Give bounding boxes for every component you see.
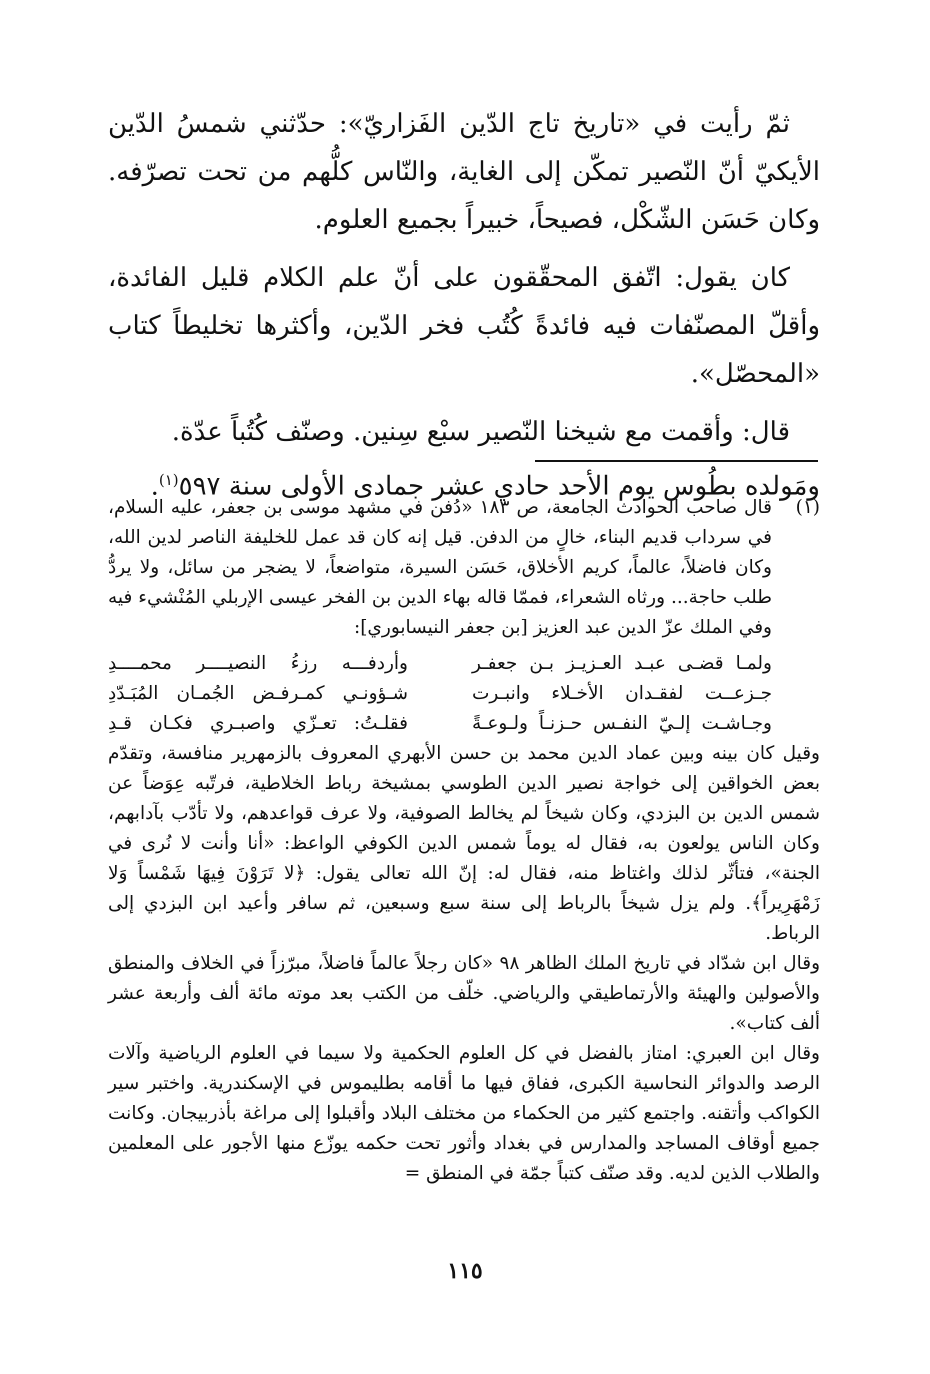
main-paragraph: كان يقول: اتّفق المحقّقون على أنّ علم الكلام قليل الفائدة، وأقلّ المصنّفات فيه فائدةً كُتُب فخر الدّين، وأكثرها تخليطاً كتاب «المحصّل».	[108, 263, 820, 389]
footnote-number: (١)	[795, 497, 820, 518]
end-mark: .	[150, 471, 159, 502]
verse-first-hemistich: وجـاشـت إلـيّ النفـس حـزنـاً ولـوعـةً	[472, 713, 772, 734]
poem	[108, 649, 820, 739]
footnote-separator	[535, 460, 818, 462]
main-paragraph: قال: وأقمت مع شيخنا النّصير سبْع سِنين. وصنّف كُتُباً عدّة.	[171, 417, 790, 447]
birth-line: ومَولده بطُوس يوم الأحد حادي عشر جمادى الأولى سنة ٥٩٧	[178, 471, 820, 502]
main-paragraph: ثمّ رأيت في «تاريخ تاج الدّين الفَزاريّ»: حدّثني شمسُ الدّين الأيكيّ أنّ النّصير تمكّن إلى الغاية، والنّاس كلُّهم من تحت تصرّفه. وكان حَسَن الشّكْل، فصيحاً، خبيراً بجميع العلوم.	[108, 109, 820, 235]
footnote-1	[108, 493, 820, 643]
footnote-paragraph: وقال ابن شدّاد في تاريخ الملك الظاهر ٩٨ «كان رجلاً عالماً فاضلاً، مبرّزاً في الخلاف والمنطق والأصولين والهيئة والأرتماطيقي والرياضي. خلّف من الكتب بعد موته مائة ألف وأربعة عشر ألف كتاب».	[108, 953, 821, 1034]
page-number: ١١٥	[447, 1258, 483, 1284]
verse-second-hemistich: شـؤونـي كمـرفـض الجُمـان المُبَـدّدِ	[108, 683, 408, 704]
poem-verse	[108, 679, 820, 709]
footnotes	[108, 493, 820, 1189]
verse-second-hemistich: وأردفـــه رزءُ النصيــــر محمــــدِ	[108, 653, 408, 674]
verse-first-hemistich: جـزعــت لفقـدان الأخـلاء وانبـرت	[472, 683, 772, 704]
verse-first-hemistich: ولمـا قضـى عبـد العـزيـز بـن جعفـر	[472, 653, 772, 674]
footnote-intro: قال صاحب الحوادث الجامعة، ص ١٨٣ «دُفن في مشهد موسى بن جعفر، عليه السلام، في سرداب قديم البناء، خالٍ من الدفن. قيل إنه كان قد عمل للخليفة الناصر لدين الله، وكان فاضلاً، عالماً، كريم الأخلاق، حَسَن السيرة، متواضعاً، لا يضجر من سائل، ولا يردُّ طلب حاجة... ورثاه الشعراء، فممّا قاله بهاء الدين بن الفخر عيسى الإربلي المُنْشيء فيه وفي الملك عزّ الدين عبد العزيز [بن جعفر النيسابوري]:	[108, 497, 772, 638]
verse-second-hemistich: فقلـتُ: تعـزّي واصبـري فكـان قـدِ	[108, 713, 408, 734]
footnote-ref: (١)	[158, 471, 179, 489]
footnote-paragraph: وقال ابن العبري: امتاز بالفضل في كل العلوم الحكمية ولا سيما في العلوم الرياضية وآلات الرصد والدوائر النحاسية الكبرى، ففاق فيها ما أقامه بطليموس في الإسكندرية. واختبر سير الكواكب وأتقنه. واجتمع كثير من الحكماء من مختلف البلاد وأقبلوا إلى مراغة بأذربيجان. وكانت جميع أوقاف المساجد والمدارس في بغداد وأثور تحت حكمه يوزّع منها الأجور على المعلمين والطلاب الذين لديه. وقد صنّف كتباً جمّة في المنطق =	[108, 1043, 820, 1184]
main-text	[108, 100, 820, 511]
poem-verse	[108, 709, 820, 739]
poem-verse	[108, 649, 820, 679]
footnote-paragraph: وقيل كان بينه وبين عماد الدين محمد بن حسن الأبهري المعروف بالزمهرير منافسة، وتقدّم بعض الخواقين إلى خواجة نصير الدين الطوسي بمشيخة رباط الخلاطية، فرتّبه عِوَضاً عن شمس الدين بن البزدي، وكان شيخاً لم يخالط الصوفية، ولا عرف قواعدهم، ولا تأدّب بآدابهم، وكان الناس يولعون به، فقال له يوماً شمس الدين الكوفي الواعظ: «أنا وأنت لا نُرى في الجنة»، فتأثّر لذلك واغتاظ منه، فقال له: إنّ الله تعالى يقول: ﴿لا تَرَوْنَ فِيهَا شَمْساً وَلا زَمْهَرِيراً﴾. ولم يزل شيخاً بالرباط إلى سنة سبع وسبعين، ثم سافر وأعيد ابن البزدي إلى الرباط.	[108, 743, 820, 944]
